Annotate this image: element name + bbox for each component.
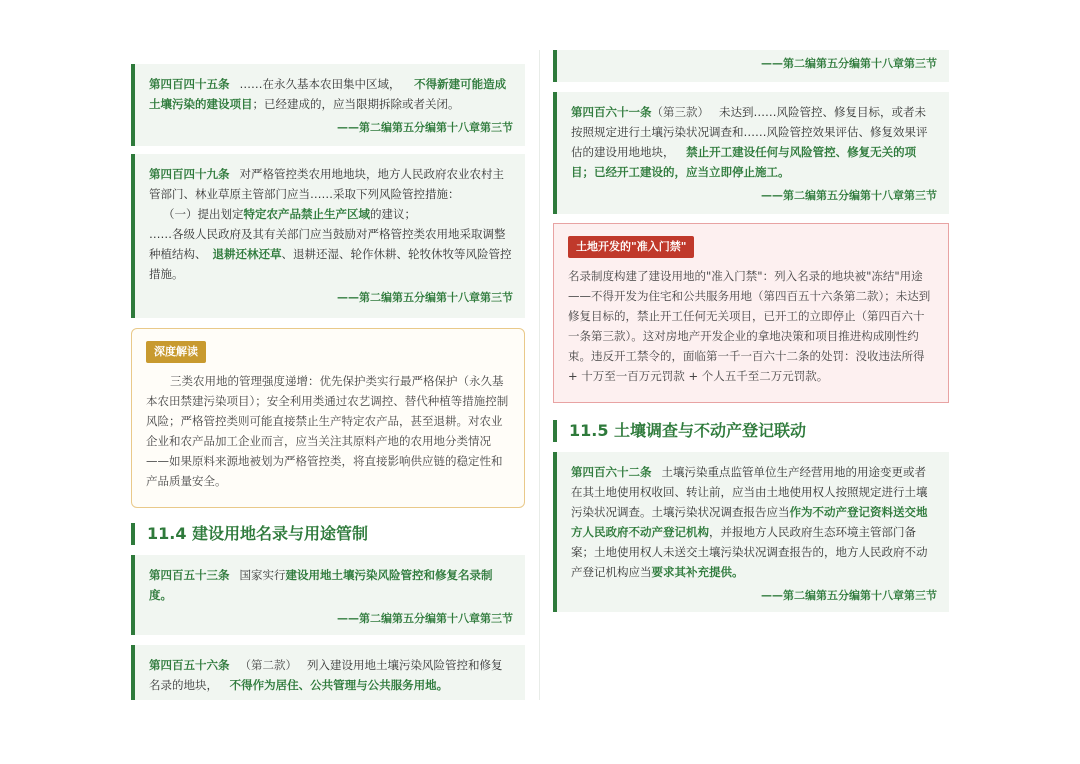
article-449-card [131,154,525,318]
article-462-card [553,452,949,612]
article-453-card [131,555,525,635]
article-number: 第四百四十九条 [149,167,230,181]
deep-interpretation-text: 三类农用地的管理强度递增：优先保护类实行最严格保护（永久基本农田禁建污染项目）；安全利用类通过农艺调控、替代种植等措施控制风险；严格管控类则可能直接禁止生产特定农产品，甚至退耕。对农业企业和农产品加工企业而言，应当关注其原料产地的农用地分类情况——如果原料来源地被划为严格管控类，将直接影响供应链的稳定性和产品质量安全。 [146,374,509,488]
article-text: 国家实行 [239,568,286,582]
article-highlight: 作为不动产登记资料送交地方人民政府不动产登记机构 [571,505,928,539]
article-source: ——第二编第五分编第十八章第三节 [761,189,937,202]
article-text: ，并报地方人民政府生态环境主管部门备案；土地使用权人未送交土壤污染状况调查报告的，地方人民政府不动产登记机构应当 [571,525,928,579]
article-text: 、退耕还湿、轮作休耕、轮牧休牧等风险管控措施。 [149,247,512,281]
article-445-card [131,64,525,146]
article-highlight: 不得作为居住、公共管理与公共服务用地。 [229,678,449,692]
article-source: ——第二编第五分编第十八章第三节 [337,121,513,134]
article-clause: （第二款） [239,658,297,672]
article-source: ——第二编第五分编第十八章第三节 [761,589,937,602]
article-highlight: 建设用地土壤污染风险管控和修复名录制度。 [149,568,493,602]
article-text: 列入建设用地土壤污染风险管控和修复名录的地块， [149,658,503,692]
section-heading-11-4: 11.4 建设用地名录与用途管制 [131,523,525,545]
article-text: ……各级人民政府及其有关部门应当鼓励对严格管控类农用地采取调整种植结构、 [149,227,506,261]
land-development-text: 名录制度构建了建设用地的"准入门禁"：列入名录的地块被"冻结"用途——不得开发为住宅和公共服务用地（第四百五十六条第二款）；未达到修复目标的，禁止开工任何无关项目，已开工的立即停止（第四百六十一条第三款）。这对房地产开发企业的拿地决策和项目推进构成刚性约束。违反开工禁令的，面临第一千一百六十二条的处罚：没收违法所得 + 十万至一百万元罚款 + 个人五千至二万元罚款。 [568,269,931,383]
article-text: 对严格管控类农用地地块，地方人民政府农业农村主管部门、林业草原主管部门应当……采取下列风险管控措施： [149,167,504,201]
article-number: 第四百六十一条 [571,105,652,119]
article-highlight: 特定农产品禁止生产区域 [243,207,370,221]
deep-interpretation-badge: 深度解读 [146,341,206,363]
article-461-card [553,92,949,214]
article-highlight: 要求其补充提供。 [651,565,744,579]
article-456-card [131,645,525,700]
article-number: 第四百五十三条 [149,568,230,582]
deep-interpretation-box [131,328,525,508]
article-text: ……在永久基本农田集中区域， [239,77,401,91]
land-development-badge: 土地开发的"准入门禁" [568,236,694,258]
article-text: （一）提出划定 [163,207,244,221]
article-text: 的建议； [370,207,416,221]
previous-article-tail-card [553,50,949,82]
article-highlight: 禁止开工建设任何与风险管控、修复无关的项目；已经开工建设的，应当立即停止施工。 [571,145,917,179]
land-development-gate-box [553,223,949,403]
article-number: 第四百四十五条 [149,77,230,91]
article-text: 土壤污染重点监管单位生产经营用地的用途变更或者在其土地使用权收回、转让前，应当由土地使用权人按照规定进行土壤污染状况调查。土壤污染状况调查报告应当 [571,465,928,519]
article-source: ——第二编第五分编第十八章第三节 [761,57,937,70]
article-number: 第四百六十二条 [571,465,652,479]
article-text: 未达到……风险管控、修复目标，或者未按照规定进行土壤污染状况调查和……风险管控效果评估、修复效果评估的建设用地地块， [571,105,928,159]
article-source: ——第二编第五分编第十八章第三节 [337,612,513,625]
column-divider [539,50,540,700]
article-number: 第四百五十六条 [149,658,230,672]
article-highlight: 不得新建可能造成土壤污染的建设项目 [149,77,507,111]
article-clause: （第三款） [651,105,709,119]
section-heading-11-5: 11.5 土壤调查与不动产登记联动 [553,420,949,442]
article-highlight: 退耕还林还草 [212,247,282,261]
article-source: ——第二编第五分编第十八章第三节 [337,291,513,304]
article-text: ；已经建成的，应当限期拆除或者关闭。 [252,97,460,111]
